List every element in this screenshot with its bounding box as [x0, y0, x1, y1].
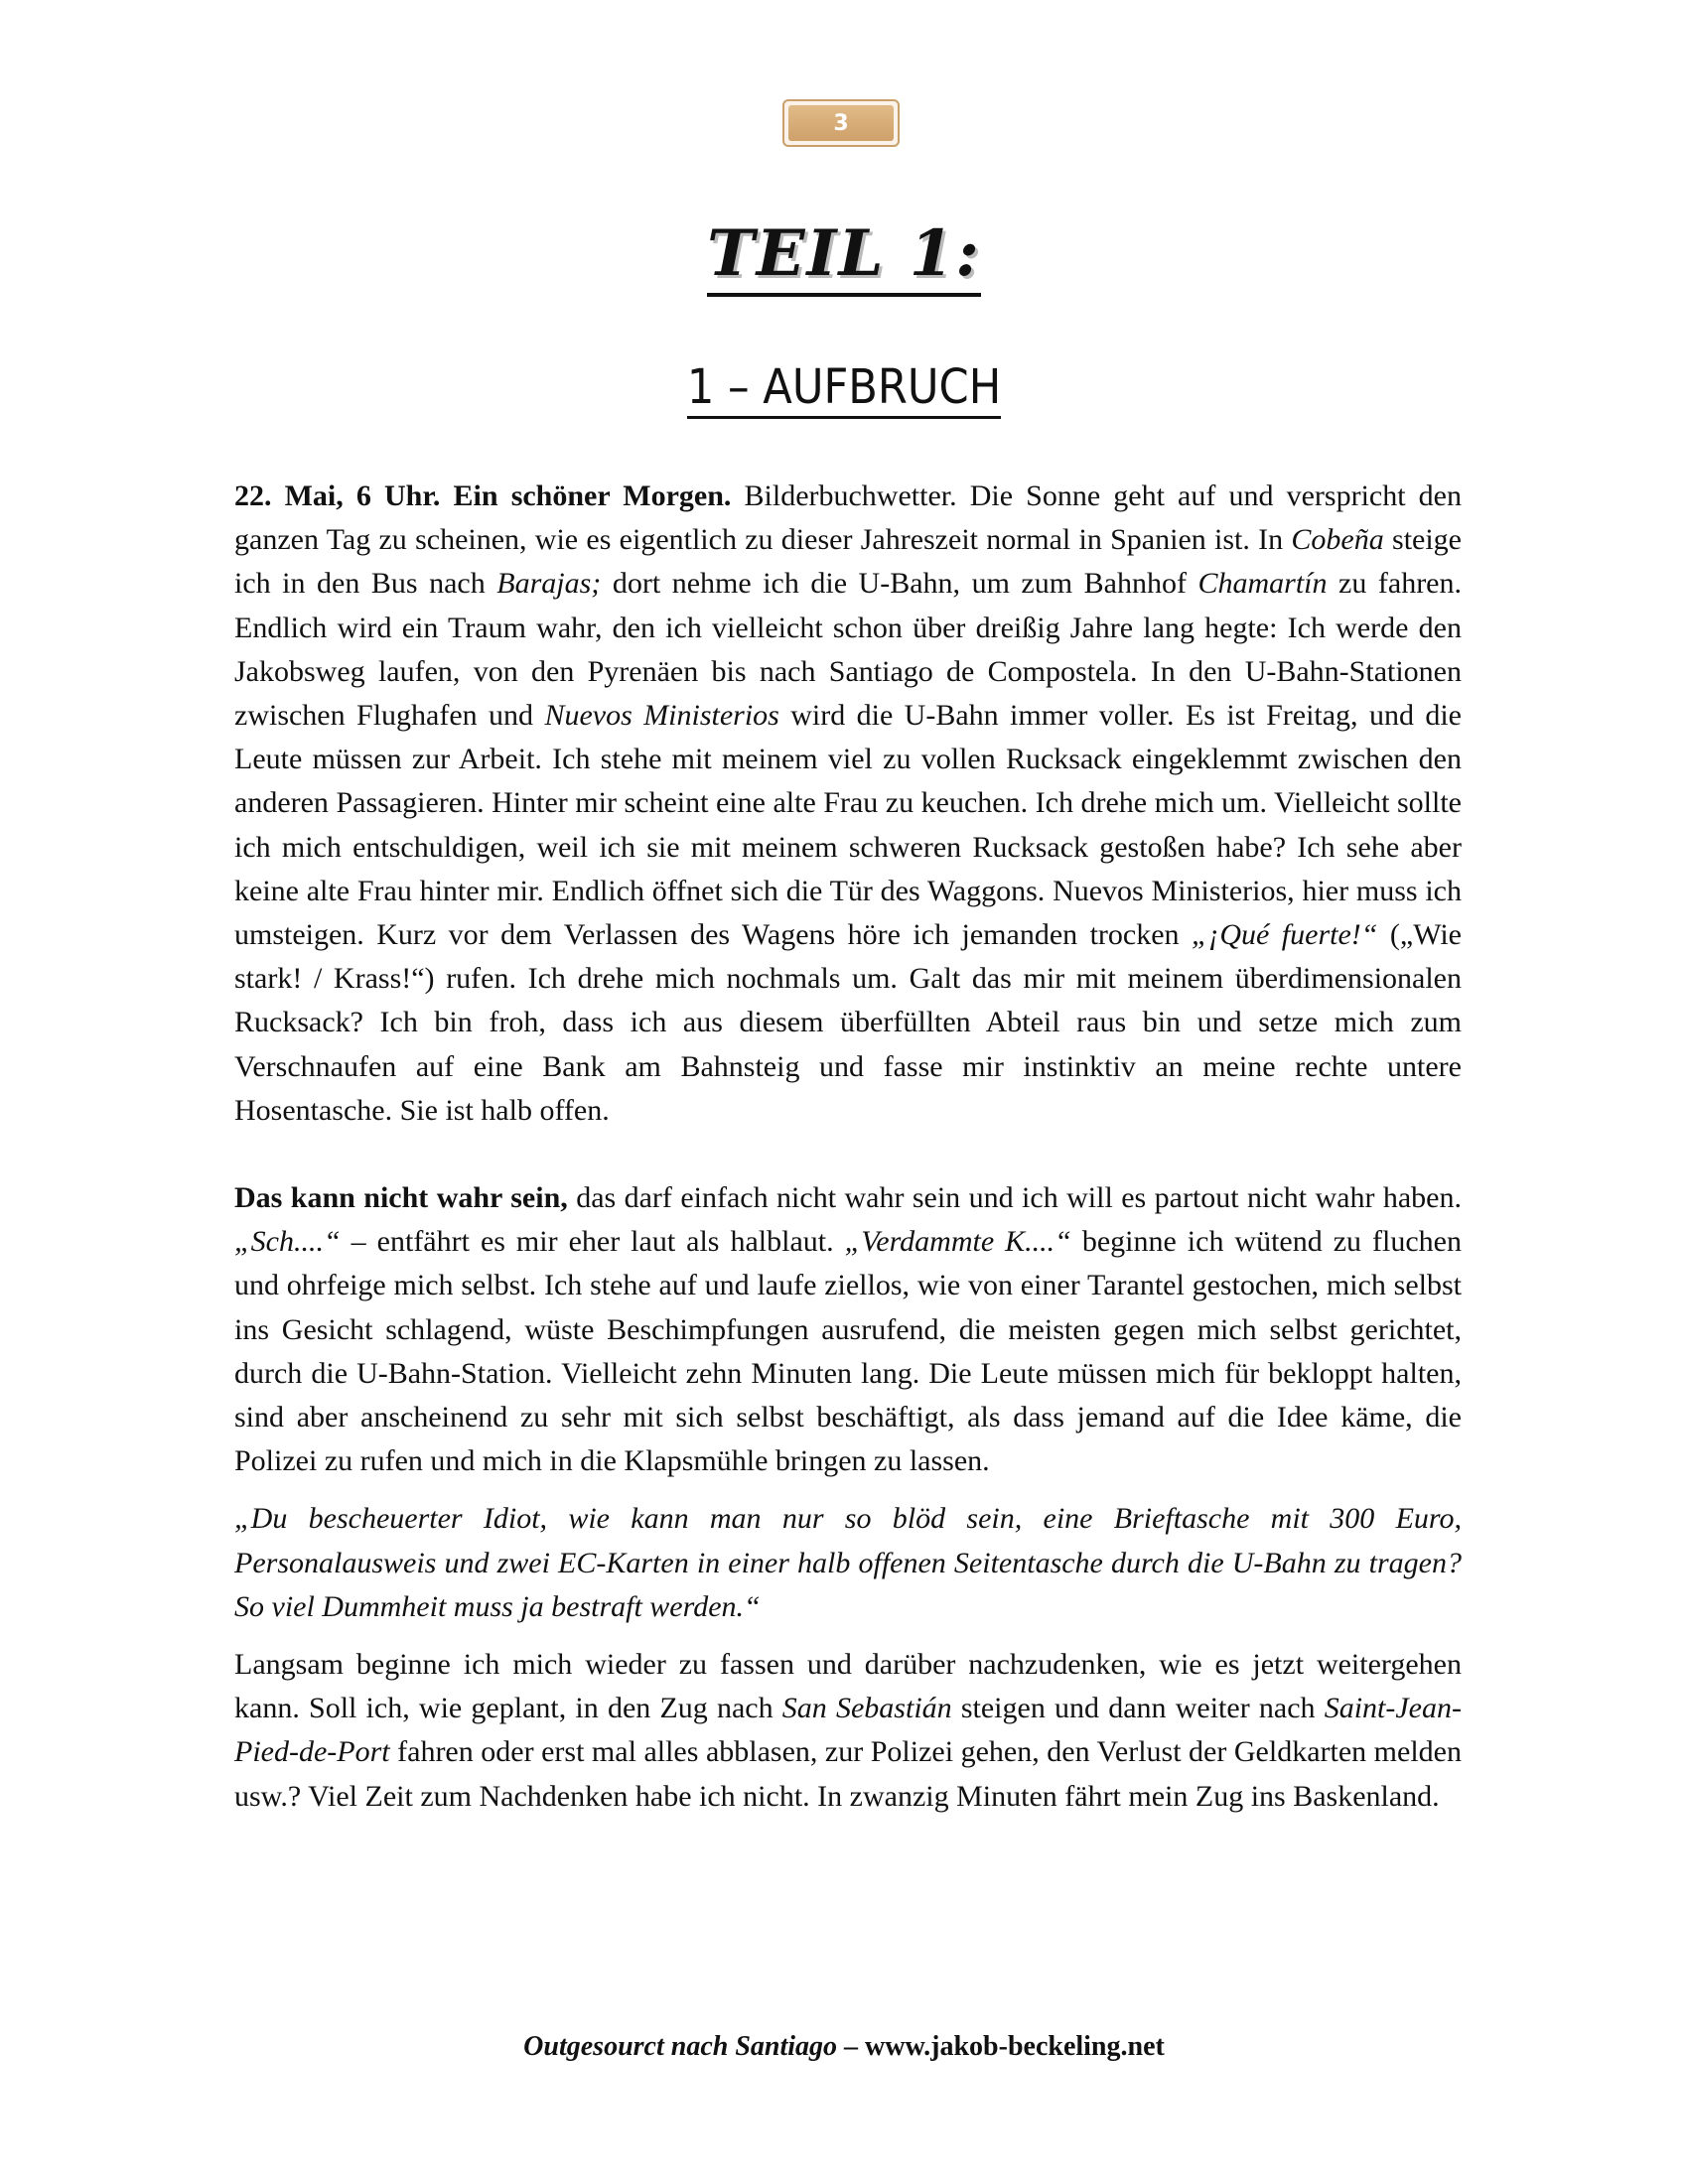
text-span: Bilderbuchwetter. Die Sonne geht auf und verspricht den ganzen Tag zu scheinen, wie es eigentlich zu dieser Jahreszeit normal in Spanien ist. In	[234, 479, 1462, 557]
body-text	[234, 475, 1462, 1819]
text-span: steige ich in den Bus nach	[234, 523, 1462, 601]
chapter-title	[0, 359, 1688, 415]
italic-span: Saint-Jean-Pied-de-Port	[234, 1692, 1462, 1769]
part-title	[0, 216, 1688, 291]
text-span: – entfährt es mir eher laut als halblaut.	[340, 1225, 845, 1259]
italic-span: San Sebastián	[781, 1692, 952, 1725]
text-span: zu fahren. Endlich wird ein Traum wahr, den ich vielleicht schon über dreißig Jahre lang hegte: Ich werde den Jakobsweg laufen, von den Pyrenäen bis nach Santiago de Compostela. In den U-Bahn-Stationen zwischen Flughafen und	[234, 567, 1462, 733]
footer-url: www.jakob-beckeling.net	[865, 2031, 1165, 2062]
text-span: das darf einfach nicht wahr sein und ich will es partout nicht wahr haben.	[567, 1181, 1462, 1215]
italic-span: „¡Qué fuerte!“	[1192, 918, 1378, 952]
paragraph-1	[234, 475, 1462, 1133]
italic-span: Chamartín	[1197, 567, 1328, 601]
footer-book-title: Outgesourct nach Santiago	[523, 2031, 838, 2062]
italic-span: Nuevos Ministerios	[544, 699, 779, 733]
text-span: fahren oder erst mal alles abblasen, zur Polizei gehen, den Verlust der Geldkarten melden usw.? Viel Zeit zum Nachdenken habe ich nicht. In zwanzig Minuten fährt mein Zug ins Baskenland.	[234, 1735, 1462, 1813]
text-span: („Wie stark! / Krass!“) rufen. Ich drehe mich nochmals um. Galt das mir mit meinem überdimensionalen Rucksack? Ich bin froh, dass ich aus diesem überfüllten Abteil raus bin und setze mich zum Verschnaufen auf eine Bank am Bahnsteig und fasse mir instinktiv an meine rechte untere Hosentasche. Sie ist halb offen.	[234, 918, 1462, 1127]
text-span: steigen und dann weiter nach	[951, 1692, 1325, 1725]
footer	[0, 2031, 1688, 2063]
paragraph-4	[234, 1643, 1462, 1819]
page-number-badge	[782, 99, 900, 147]
text-span: wird die U-Bahn immer voller. Es ist Freitag, und die Leute müssen zur Arbeit. Ich stehe mit meinem viel zu vollen Rucksack eingeklemmt zwischen den anderen Passagieren. Hinter mir scheint eine alte Frau zu keuchen. Ich drehe mich um. Vielleicht sollte ich mich entschuldigen, weil ich sie mit meinem schweren Rucksack gestoßen habe? Ich sehe aber keine alte Frau hinter mir. Endlich öffnet sich die Tür des Waggons. Nuevos Ministerios, hier muss ich umsteigen. Kurz vor dem Verlassen des Wagens höre ich jemanden trocken	[234, 699, 1462, 952]
page-number: 3	[788, 105, 894, 141]
footer-separator: –	[837, 2031, 866, 2062]
paragraph-2	[234, 1176, 1462, 1483]
paragraph-3-quote: „Du bescheuerter Idiot, wie kann man nur so blöd sein, eine Brieftasche mit 300 Euro, Personalausweis und zwei EC-Karten in einer halb offenen Seitentasche durch die U-Bahn zu tragen? So viel Dummheit muss ja bestraft werden.“	[234, 1502, 1462, 1623]
italic-span: „Sch....“	[234, 1225, 341, 1259]
italic-span: Cobeña	[1291, 523, 1384, 557]
chapter-title-text: 1 – AUFBRUCH	[687, 359, 1001, 419]
paragraph-1-lead: 22. Mai, 6 Uhr. Ein schöner Morgen.	[234, 479, 732, 512]
italic-span: Barajas;	[496, 567, 602, 601]
text-span: dort nehme ich die U-Bahn, um zum Bahnhof	[601, 567, 1198, 601]
text-span: beginne ich wütend zu fluchen und ohrfeige mich selbst. Ich stehe auf und laufe ziellos, wie von einer Tarantel gestochen, mich selbst ins Gesicht schlagend, wüste Beschimpfungen ausrufend, die meisten gegen mich selbst gerichtet, durch die U-Bahn-Station. Vielleicht zehn Minuten lang. Die Leute müssen mich für bekloppt halten, sind aber anscheinend zu sehr mit sich selbst beschäftigt, als dass jemand auf die Idee käme, die Polizei zu rufen und mich in die Klapsmühle bringen zu lassen.	[234, 1225, 1463, 1478]
italic-span: „Verdammte K....“	[844, 1225, 1071, 1259]
text-span: Langsam beginne ich mich wieder zu fassen und darüber nachzudenken, wie es jetzt weitergehen kann. Soll ich, wie geplant, in den Zug nach	[234, 1648, 1462, 1725]
part-title-text: TEIL 1:	[707, 216, 981, 297]
paragraph-2-lead: Das kann nicht wahr sein,	[234, 1181, 568, 1215]
